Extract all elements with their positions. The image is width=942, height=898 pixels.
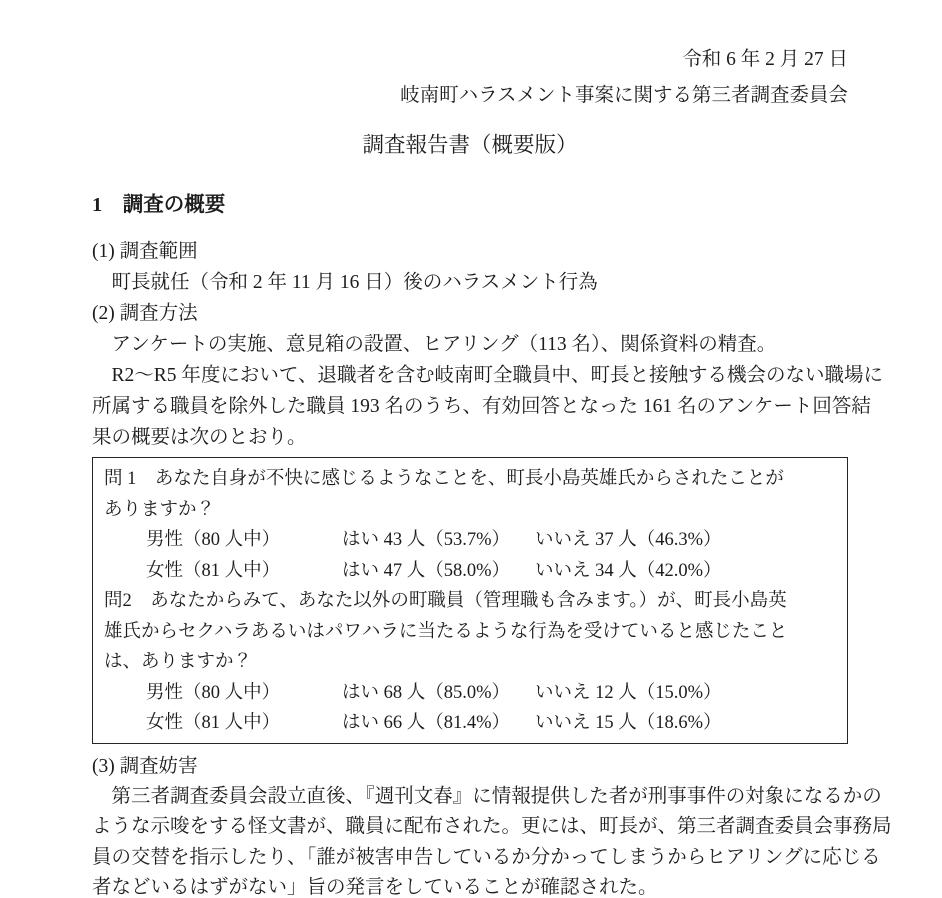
result-no: いいえ 34 人（42.0%） <box>535 560 722 581</box>
method-paragraph-line: 所属する職員を除外した職員 193 名のうち、有効回答となった 161 名のアンケート回答結 <box>92 396 871 417</box>
item-scope-text: 町長就任（令和 2 年 11 月 16 日）後のハラスメント行為 <box>92 272 598 293</box>
result-yes: はい 43 人（53.7%） <box>342 530 511 550</box>
q1-result-row-male <box>104 525 835 556</box>
q2-result-row-female <box>104 708 835 739</box>
obstruction-paragraph-line: ような示唆をする怪文書が、職員に配布された。更には、町長が、第三者調査委員会事務局 <box>92 816 892 837</box>
result-no: いいえ 15 人（18.6%） <box>535 713 722 733</box>
document-title: 調査報告書（概要版） <box>362 133 578 157</box>
item-obstruction-label: (3) 調査妨害 <box>92 755 198 777</box>
result-yes: はい 66 人（81.4%） <box>342 713 511 733</box>
q2-question-line: 問2 あなたからみて、あなた以外の町職員（管理職も含みます。）が、町長小島英 <box>104 591 787 611</box>
survey-results-box <box>92 457 848 744</box>
item-scope-label: (1) 調査範囲 <box>92 241 198 262</box>
q1-question-line: 問 1 あなた自身が不快に感じるようなことを、町長小島英雄氏からされたことが <box>104 469 784 489</box>
obstruction-paragraph-line: 第三者調査委員会設立直後、『週刊文春』に情報提供した者が刑事事件の対象になるかの <box>92 785 882 807</box>
section-1-heading: 1 調査の概要 <box>92 194 226 216</box>
q1-result-row-female <box>104 556 835 587</box>
q2-question-line: は、ありますか？ <box>104 652 253 672</box>
method-paragraph-line: R2～R5 年度において、退職者を含む岐南町全職員中、町長と接触する機会のない職場に <box>92 365 883 386</box>
q1-question-line: ありますか？ <box>104 499 216 520</box>
item-method-label: (2) 調査方法 <box>92 303 198 324</box>
obstruction-paragraph-line: 者などいるはずがない」旨の発言をしていることが確認された。 <box>92 877 658 898</box>
committee-name: 岐南町ハラスメント事案に関する第三者調査委員会 <box>400 85 848 106</box>
result-group: 男性（80 人中） <box>146 682 281 703</box>
q2-result-row-male <box>104 678 835 709</box>
method-paragraph-line: アンケートの実施、意見箱の設置、ヒアリング（113 名）、関係資料の精査。 <box>92 334 777 355</box>
result-group: 女性（81 人中） <box>146 560 281 581</box>
obstruction-paragraph-line: 員の交替を指示したり、「誰が被害申告しているか分かってしまうからヒアリングに応じる <box>92 846 881 868</box>
result-yes: はい 68 人（85.0%） <box>342 682 511 703</box>
result-group: 女性（81 人中） <box>146 713 281 733</box>
result-no: いいえ 12 人（15.0%） <box>535 682 722 703</box>
result-yes: はい 47 人（58.0%） <box>342 560 511 581</box>
result-no: いいえ 37 人（46.3%） <box>535 530 722 550</box>
obstruction-paragraph <box>92 782 892 898</box>
method-paragraph-line: 果の概要は次のとおり。 <box>92 427 307 448</box>
q2-question-line: 雄氏からセクハラあるいはパワハラに当たるような行為を受けていると感じたこと <box>104 621 788 642</box>
result-group: 男性（80 人中） <box>146 530 281 550</box>
document-date: 令和 6 年 2 月 27 日 <box>682 49 848 70</box>
